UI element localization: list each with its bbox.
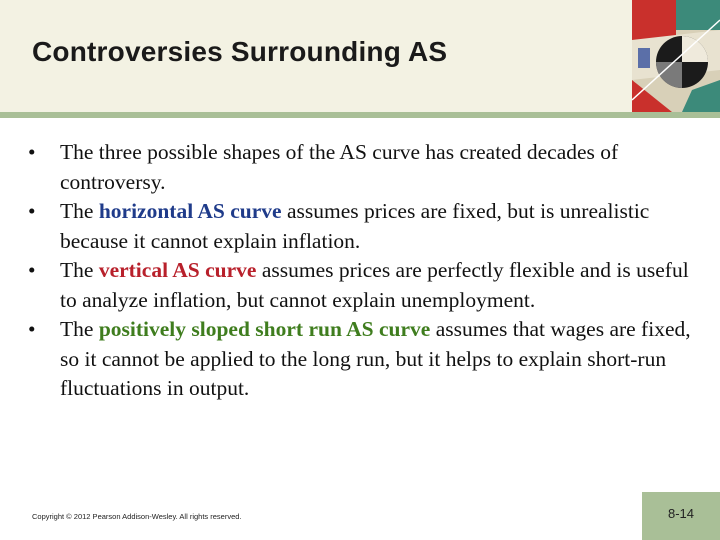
bullet-text: The (60, 258, 99, 282)
bullet-text: assumes prices are fixed, but is unrealistic because it cannot explain inflation. (60, 199, 650, 253)
page-number: 8-14 (667, 506, 695, 521)
bullet-text: The (60, 317, 99, 341)
bullet-text: The three possible shapes of the AS curve has created decades of controversy. (60, 140, 619, 194)
bullet-item (28, 256, 696, 315)
bullet-icon: • (28, 199, 36, 223)
decorative-artwork (632, 0, 720, 112)
bullet-item (28, 197, 696, 256)
bullet-text: assumes prices are perfectly flexible and is useful to analyze inflation, but cannot explain unemployment. (60, 258, 689, 312)
copyright-notice: Copyright © 2012 Pearson Addison-Wesley. All rights reserved. (32, 512, 242, 521)
bullet-list (28, 138, 696, 404)
bullet-item (28, 315, 696, 404)
slide-header (0, 0, 720, 112)
highlight-term: vertical AS curve (98, 258, 257, 282)
bullet-text: The (60, 199, 99, 223)
page-number-box (642, 492, 720, 540)
slide-title: Controversies Surrounding AS (32, 36, 448, 67)
highlight-term: horizontal AS curve (98, 199, 282, 223)
header-divider (0, 112, 720, 118)
bullet-icon: • (28, 317, 36, 341)
bullet-text: assumes that wages are fixed, so it cannot be applied to the long run, but it helps to explain short-run fluctuations in output. (60, 317, 691, 400)
bullet-icon: • (28, 140, 36, 164)
highlight-term: positively sloped short run AS curve (98, 317, 431, 341)
bullet-icon: • (28, 258, 36, 282)
bullet-item (28, 138, 696, 197)
